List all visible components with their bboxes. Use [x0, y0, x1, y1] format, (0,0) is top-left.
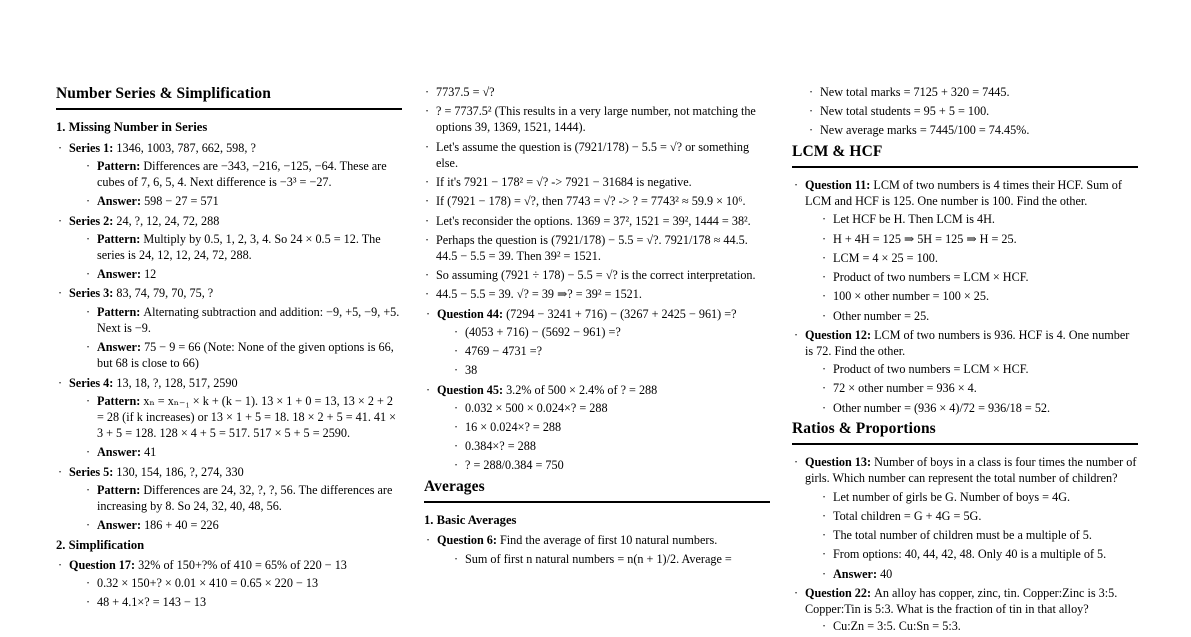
list-item — [821, 618, 1138, 634]
list-item — [56, 140, 402, 210]
item-text: (4053 + 716) − (5692 − 961) =? — [465, 324, 621, 339]
sub-list — [805, 211, 1138, 323]
item-text: 44.5 − 5.5 = 39. √? = 39 ⇒? = 39² = 1521. — [436, 287, 642, 302]
three-column-layout — [56, 84, 1141, 637]
list-simplification — [56, 557, 402, 611]
list-item — [821, 250, 1138, 266]
bullet-glyph: · — [454, 458, 459, 473]
bullet-glyph: · — [425, 175, 430, 190]
item-text: 4769 − 4731 =? — [465, 344, 543, 359]
bullet-glyph: · — [86, 158, 91, 173]
list-item — [424, 286, 770, 302]
bullet-glyph: · — [822, 400, 827, 415]
bullet-glyph: · — [86, 595, 91, 610]
bullet-glyph: · — [425, 104, 430, 119]
list-item — [424, 103, 770, 135]
item-text: 130, 154, 186, ?, 274, 330 — [116, 464, 244, 479]
list-item — [424, 306, 770, 379]
item-text: ? = 7737.5² (This results in a very large number, not matching the options 39, 1369, 1521, 1444). — [436, 104, 756, 135]
sub-list — [69, 158, 402, 210]
list-item — [792, 177, 1138, 324]
list-item — [85, 393, 402, 442]
bullet-glyph: · — [454, 419, 459, 434]
sub-list — [69, 304, 402, 372]
list-item — [792, 84, 1138, 139]
bullet-glyph: · — [822, 289, 827, 304]
bullet-glyph: · — [425, 287, 430, 302]
bullet-glyph: · — [86, 482, 91, 497]
list-item — [424, 84, 770, 100]
bullet-glyph: · — [86, 576, 91, 591]
list-item — [56, 557, 402, 611]
list-item — [85, 339, 402, 371]
item-label: Question 22: — [805, 585, 875, 600]
bullet-glyph: · — [794, 178, 799, 193]
sub-list — [792, 84, 1138, 139]
list-item — [453, 400, 770, 416]
item-label: Pattern: — [97, 231, 144, 246]
column-1 — [56, 84, 402, 614]
list-item — [85, 517, 402, 533]
list-item — [453, 551, 770, 567]
item-text: Differences are 24, 32, ?, ?, 56. The differences are increasing by 8. So 24, 32, 40, 48, 56. — [97, 482, 393, 514]
bullet-glyph: · — [426, 306, 431, 321]
item-text: ? = 288/0.384 = 750 — [465, 458, 564, 473]
bullet-glyph: · — [822, 270, 827, 285]
list-item — [85, 266, 402, 282]
item-text: Perhaps the question is (7921/178) − 5.5 = √?. 7921/178 ≈ 44.5. 44.5 − 5.5 = 39. Then 39² = 1521. — [436, 232, 748, 263]
list-item — [821, 489, 1138, 505]
list-item — [453, 362, 770, 378]
list-item — [808, 103, 1138, 119]
bullet-glyph: · — [454, 551, 459, 566]
item-text: If it's 7921 − 178² = √? -> 7921 − 31684 is negative. — [436, 175, 692, 190]
item-text: Find the average of first 10 natural numbers. — [499, 533, 718, 548]
bullet-glyph: · — [425, 139, 430, 154]
list-item — [424, 232, 770, 264]
list-item — [453, 343, 770, 359]
item-text: 13, 18, ?, 128, 517, 2590 — [116, 375, 238, 390]
list-item — [792, 585, 1138, 635]
list-item — [821, 380, 1138, 396]
list-item — [424, 84, 770, 303]
list-item — [792, 327, 1138, 416]
item-text: Multiply by 0.5, 1, 2, 3, 4. So 24 × 0.5 = 12. The series is 24, 12, 12, 24, 72, 288. — [97, 231, 381, 263]
sub-list — [69, 231, 402, 283]
list-ratios-proportions — [792, 454, 1138, 634]
bullet-glyph: · — [794, 455, 799, 470]
bullet-glyph: · — [425, 232, 430, 247]
list-item — [792, 454, 1138, 582]
item-text: 32% of 150+?% of 410 = 65% of 220 − 13 — [138, 557, 347, 572]
list-item — [453, 324, 770, 340]
item-text: 72 × other number = 936 × 4. — [833, 381, 977, 396]
sub-list — [805, 618, 1138, 634]
sub-list — [69, 575, 402, 610]
section-heading-number-series: Number Series & Simplification — [56, 85, 271, 102]
bullet-glyph: · — [822, 250, 827, 265]
item-label: Question 6: — [437, 533, 500, 548]
item-label: Pattern: — [97, 158, 144, 173]
bullet-glyph: · — [454, 324, 459, 339]
bullet-glyph: · — [86, 304, 91, 319]
item-text: (7294 − 3241 + 716) − (3267 + 2425 − 961) =? — [506, 306, 737, 321]
item-label: Series 1: — [69, 140, 117, 155]
bullet-glyph: · — [822, 528, 827, 543]
bullet-glyph: · — [425, 213, 430, 228]
bullet-glyph: · — [809, 104, 814, 119]
bullet-glyph: · — [822, 547, 827, 562]
item-label: Answer: — [97, 340, 145, 355]
item-text: 7737.5 = √? — [436, 85, 495, 99]
list-item — [56, 464, 402, 534]
item-text: Number of boys in a class is four times the number of girls. Which number can represent the total number of children? — [805, 455, 1137, 486]
list-item — [821, 211, 1138, 227]
item-text: Sum of first n natural numbers = n(n + 1)/2. Average = — [465, 551, 732, 566]
sub-heading-simplification: 2. Simplification — [56, 537, 145, 552]
section-heading-lcm-hcf: LCM & HCF — [792, 142, 883, 160]
item-text: 40 — [880, 566, 893, 581]
bullet-glyph: · — [822, 566, 827, 581]
sub-heading-missing-number-in-series: 1. Missing Number in Series — [56, 120, 208, 135]
bullet-glyph: · — [822, 619, 827, 634]
item-text: 75 − 9 = 66 (Note: None of the given options is 66, but 68 is close to 66) — [97, 340, 394, 371]
item-text: Differences are −343, −216, −125, −64. These are cubes of 7, 6, 5, 4. Next difference is −3³ = −27. — [97, 158, 387, 190]
item-label: Question 44: — [437, 306, 507, 321]
item-label: Answer: — [97, 194, 145, 209]
column-3 — [792, 84, 1138, 637]
bullet-glyph: · — [426, 533, 431, 548]
list-item — [424, 532, 770, 566]
bullet-glyph: · — [454, 439, 459, 454]
item-label: Question 45: — [437, 382, 507, 397]
item-label: Series 4: — [69, 375, 117, 390]
item-text: New total students = 95 + 5 = 100. — [820, 104, 990, 119]
bullet-glyph: · — [425, 268, 430, 283]
item-label: Pattern: — [97, 482, 144, 497]
list-item — [56, 375, 402, 461]
item-text: 38 — [465, 363, 478, 378]
list-item — [56, 285, 402, 371]
sub-list — [437, 551, 770, 567]
list-item — [56, 213, 402, 283]
list-item — [821, 508, 1138, 524]
bullet-glyph: · — [86, 194, 91, 209]
item-label: Question 17: — [69, 557, 139, 572]
list-item — [808, 122, 1138, 138]
list-item — [85, 482, 402, 514]
bullet-glyph: · — [822, 508, 827, 523]
list-simplification-continued — [424, 84, 770, 474]
bullet-glyph: · — [822, 212, 827, 227]
item-text: New total marks = 7125 + 320 = 7445. — [820, 85, 1010, 99]
item-label: Answer: — [833, 566, 881, 581]
bullet-glyph: · — [58, 464, 63, 479]
sub-list — [437, 324, 770, 379]
bullet-glyph: · — [454, 344, 459, 359]
item-text: So assuming (7921 ÷ 178) − 5.5 = √? is the correct interpretation. — [436, 268, 756, 283]
bullet-glyph: · — [86, 231, 91, 246]
item-text: Total children = G + 4G = 5G. — [833, 508, 982, 523]
item-text: 0.32 × 150+? × 0.01 × 410 = 0.65 × 220 − 13 — [97, 576, 319, 591]
item-text: Let's reconsider the options. 1369 = 37², 1521 = 39², 1444 = 38². — [436, 213, 751, 228]
bullet-glyph: · — [58, 375, 63, 390]
list-item — [85, 304, 402, 336]
list-item — [85, 575, 402, 591]
item-text: From options: 40, 44, 42, 48. Only 40 is a multiple of 5. — [833, 547, 1107, 562]
item-text: Cu:Zn = 3:5. Cu:Sn = 5:3. — [833, 619, 961, 634]
item-label: Question 12: — [805, 327, 875, 342]
list-item — [453, 457, 770, 473]
item-text: Alternating subtraction and addition: −9, +5, −9, +5. Next is −9. — [97, 304, 400, 335]
section-rule — [792, 443, 1138, 445]
list-item — [85, 158, 402, 190]
sub-list — [424, 84, 770, 303]
item-text: 186 + 40 = 226 — [144, 518, 219, 533]
section-heading-averages: Averages — [424, 477, 485, 495]
item-text: The total number of children must be a multiple of 5. — [833, 528, 1092, 543]
item-text: Let's assume the question is (7921/178) − 5.5 = √? or something else. — [436, 139, 750, 170]
item-text: 83, 74, 79, 70, 75, ? — [116, 286, 214, 301]
item-label: Series 3: — [69, 286, 117, 301]
list-item — [821, 269, 1138, 285]
item-text: 100 × other number = 100 × 25. — [833, 289, 990, 304]
list-averages-continued — [792, 84, 1138, 139]
list-item — [821, 546, 1138, 562]
sub-list — [69, 482, 402, 534]
item-text: New average marks = 7445/100 = 74.45%. — [820, 123, 1030, 138]
item-text: 24, ?, 12, 24, 72, 288 — [116, 213, 220, 228]
item-label: Pattern: — [97, 393, 144, 408]
bullet-glyph: · — [454, 400, 459, 415]
item-text: 0.032 × 500 × 0.024×? = 288 — [465, 400, 608, 415]
bullet-glyph: · — [809, 123, 814, 138]
item-label: Question 11: — [805, 178, 874, 193]
item-label: Series 2: — [69, 213, 117, 228]
bullet-glyph: · — [454, 363, 459, 378]
list-missing-number-in-series — [56, 140, 402, 534]
section-heading-ratios-proportions: Ratios & Proportions — [792, 419, 936, 437]
list-item — [821, 527, 1138, 543]
sub-heading-basic-averages: 1. Basic Averages — [424, 512, 517, 527]
list-lcm-hcf — [792, 177, 1138, 416]
item-text: 3.2% of 500 × 2.4% of ? = 288 — [506, 382, 658, 397]
section-rule — [56, 108, 402, 110]
bullet-glyph: · — [822, 362, 827, 377]
list-item — [821, 400, 1138, 416]
bullet-glyph: · — [822, 231, 827, 246]
list-item — [424, 174, 770, 190]
list-item — [821, 361, 1138, 377]
item-text: Let number of girls be G. Number of boys = 4G. — [833, 489, 1071, 504]
item-label: Pattern: — [97, 304, 144, 319]
item-label: Answer: — [97, 445, 145, 460]
bullet-glyph: · — [426, 382, 431, 397]
bullet-glyph: · — [86, 267, 91, 282]
sub-list — [437, 400, 770, 474]
column-2 — [424, 84, 770, 570]
bullet-glyph: · — [86, 393, 91, 408]
list-item — [808, 84, 1138, 100]
bullet-glyph: · — [794, 327, 799, 342]
item-label: Question 13: — [805, 455, 875, 470]
item-text: Let HCF be H. Then LCM is 4H. — [833, 212, 995, 227]
list-item — [424, 382, 770, 474]
bullet-glyph: · — [822, 308, 827, 323]
item-label: Answer: — [97, 267, 145, 282]
list-item — [424, 267, 770, 283]
item-text: Product of two numbers = LCM × HCF. — [833, 270, 1029, 285]
list-item — [85, 594, 402, 610]
list-item — [821, 231, 1138, 247]
list-item — [821, 308, 1138, 324]
item-text: xₙ = xₙ₋₁ × k + (k − 1). 13 × 1 + 0 = 13, 13 × 2 + 2 = 28 (if k increases) or 13 × 1 + 5 = 18. 18 × 2 + 5 = 41. 41 × 3 + 5 = 128. 128 × 4 + 5 = 517. 517 × 5 + 5 = 2590. — [97, 393, 397, 441]
sub-list — [805, 361, 1138, 416]
bullet-glyph: · — [86, 445, 91, 460]
bullet-glyph: · — [425, 194, 430, 209]
list-item — [85, 231, 402, 263]
item-text: An alloy has copper, zinc, tin. Copper:Zinc is 3:5. Copper:Tin is 5:3. What is the fraction of tin in that alloy? — [805, 585, 1118, 616]
item-text: H + 4H = 125 ⇒ 5H = 125 ⇒ H = 25. — [833, 231, 1017, 246]
item-text: Other number = 25. — [833, 308, 930, 323]
section-rule — [424, 501, 770, 503]
bullet-glyph: · — [425, 85, 430, 99]
bullet-glyph: · — [58, 213, 63, 228]
list-basic-averages — [424, 532, 770, 566]
sub-list — [805, 489, 1138, 582]
item-text: 598 − 27 = 571 — [144, 194, 219, 209]
item-label: Answer: — [97, 518, 145, 533]
bullet-glyph: · — [794, 585, 799, 600]
list-item — [821, 566, 1138, 582]
item-text: Other number = (936 × 4)/72 = 936/18 = 52. — [833, 400, 1051, 415]
item-text: 12 — [144, 267, 157, 282]
list-item — [424, 213, 770, 229]
bullet-glyph: · — [822, 489, 827, 504]
bullet-glyph: · — [822, 381, 827, 396]
item-text: LCM = 4 × 25 = 100. — [833, 250, 938, 265]
section-rule — [792, 166, 1138, 168]
bullet-glyph: · — [809, 85, 814, 99]
bullet-glyph: · — [86, 340, 91, 355]
bullet-glyph: · — [86, 518, 91, 533]
item-label: Series 5: — [69, 464, 117, 479]
sub-list — [69, 393, 402, 461]
item-text: 16 × 0.024×? = 288 — [465, 419, 562, 434]
list-item — [424, 193, 770, 209]
item-text: LCM of two numbers is 936. HCF is 4. One number is 72. Find the other. — [805, 327, 1130, 358]
list-item — [453, 419, 770, 435]
list-item — [453, 438, 770, 454]
item-text: 1346, 1003, 787, 662, 598, ? — [116, 140, 256, 155]
list-item — [821, 288, 1138, 304]
bullet-glyph: · — [58, 557, 63, 572]
bullet-glyph: · — [58, 286, 63, 301]
item-text: 41 — [144, 445, 157, 460]
item-text: 0.384×? = 288 — [465, 439, 536, 454]
list-item — [85, 193, 402, 209]
bullet-glyph: · — [58, 140, 63, 155]
item-text: If (7921 − 178) = √?, then 7743 = √? -> ? = 7743² ≈ 59.9 × 10⁶. — [436, 194, 746, 209]
item-text: Product of two numbers = LCM × HCF. — [833, 362, 1029, 377]
list-item — [85, 444, 402, 460]
list-item — [424, 139, 770, 171]
item-text: LCM of two numbers is 4 times their HCF. Sum of LCM and HCF is 125. One number is 100. Find the other. — [805, 178, 1122, 209]
item-text: 48 + 4.1×? = 143 − 13 — [97, 595, 207, 610]
